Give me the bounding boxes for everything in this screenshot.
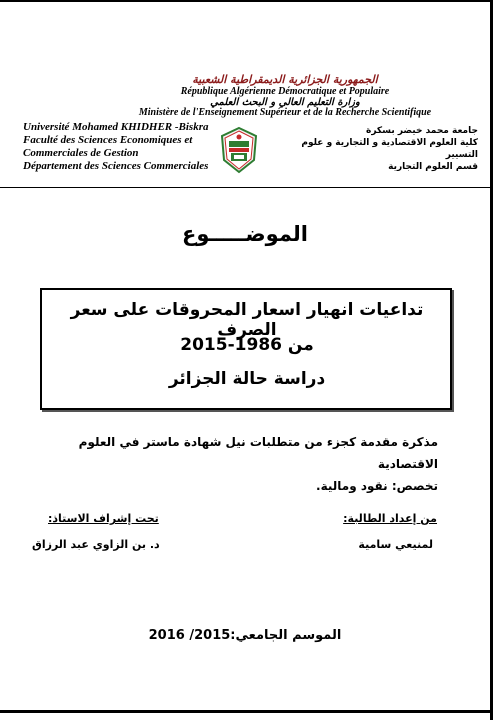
ministry-arabic: وزارة التعليم العالي و البحث العلمي	[210, 97, 360, 108]
academic-season: الموسم الجامعي:2015/ 2016	[148, 628, 342, 643]
specialization: تخصص: نقود ومالية.	[316, 479, 438, 493]
thesis-title-line: تداعيات انهيار اسعار المحروقات على سعر الصرف	[70, 300, 424, 340]
thesis-case-study: دراسة حالة الجزائر	[168, 369, 326, 389]
ministry-french: Ministère de l'Enseignement Supérieur et de la Recherche Scientifique	[138, 107, 432, 118]
university-ar-line: قسم العلوم التجارية	[388, 162, 478, 172]
memo-description	[18, 431, 438, 497]
memo-line: مذكرة مقدمة كجزء من متطلبات نيل شهادة ماستر في العلوم الاقتصادية	[78, 435, 438, 471]
supervisor-label: تحت إشراف الاستاذ:	[48, 512, 159, 525]
student-label: من إعداد الطالبة:	[343, 512, 437, 525]
university-logo	[218, 126, 260, 174]
university-ar-line: جامعة محمد خيضر بسكرة	[366, 126, 478, 136]
supervisor-name: د. بن الزاوي عبد الرزاق	[32, 538, 160, 551]
university-fr-line: Faculté des Sciences Economiques et	[23, 134, 193, 146]
top-border	[0, 0, 493, 2]
university-fr-line: Commerciales de Gestion	[23, 147, 139, 159]
republic-arabic: الجمهورية الجزائرية الديمقراطية الشعبية	[192, 73, 378, 86]
university-fr-line: Université Mohamed KHIDHER -Biskra	[23, 121, 209, 133]
thesis-period: من 1986-2015	[180, 335, 314, 355]
page-bottom-border	[0, 710, 493, 713]
university-info-arabic	[300, 125, 478, 173]
subject-heading: الموضـــــوع	[181, 222, 309, 246]
university-fr-line: Département des Sciences Commerciales	[23, 160, 209, 172]
student-name: لمنيعي سامية	[358, 538, 433, 551]
thesis-title-box	[40, 288, 452, 410]
university-ar-line: كلية العلوم الاقتصادية و التجارية و علوم التسيير	[301, 138, 478, 160]
header-divider	[0, 187, 490, 188]
university-info-french	[23, 121, 218, 173]
republic-french: République Algérienne Démocratique et Populaire	[180, 86, 390, 97]
